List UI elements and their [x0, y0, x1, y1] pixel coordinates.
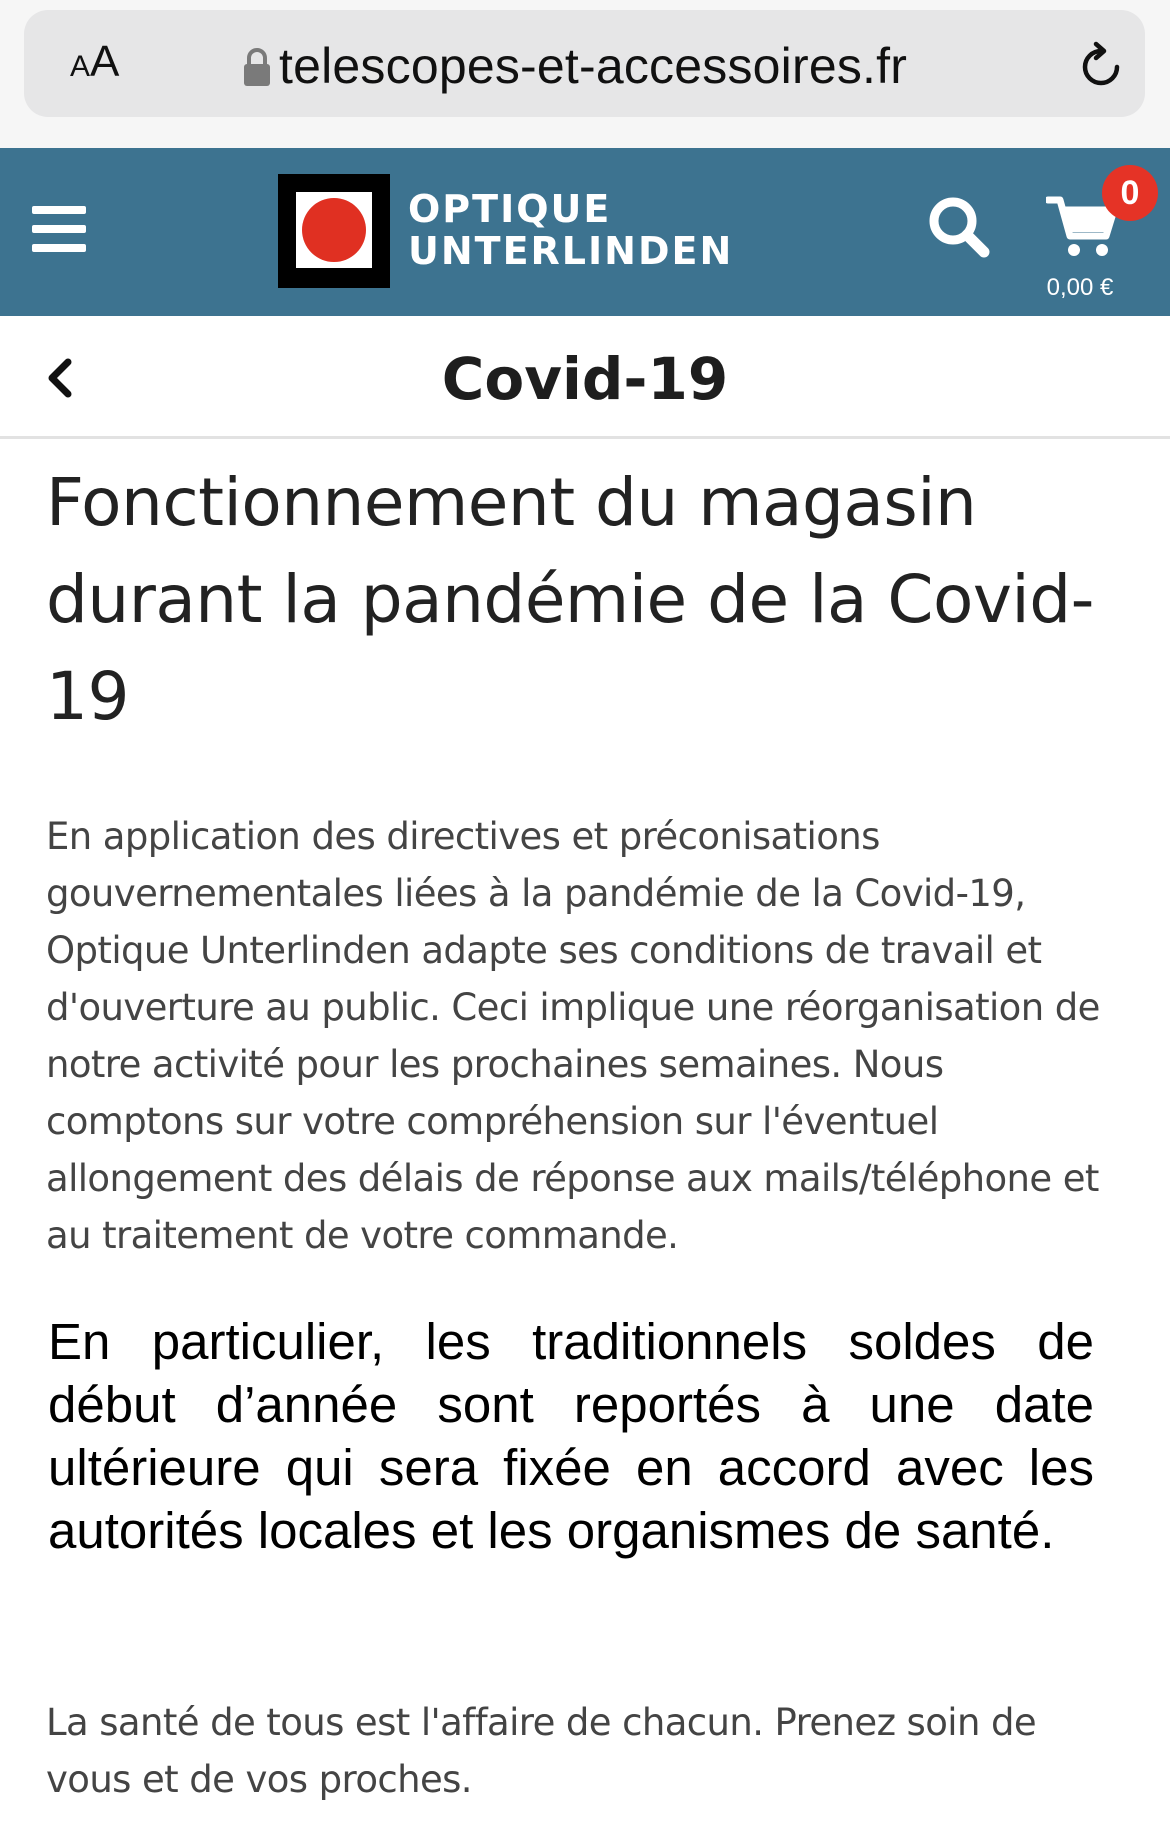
logo-line-1: OPTIQUE	[408, 187, 612, 231]
page-title: Covid-19	[441, 345, 729, 413]
text-size-small-glyph: A	[70, 50, 91, 83]
hamburger-icon[interactable]	[32, 206, 86, 252]
highlight-paragraph: En particulier, les traditionnels soldes de début d’année sont reportés à une date ultérieure qui sera fixée en accord avec les autorités locales et les organismes de santé.	[48, 1313, 1094, 1559]
intro-paragraph: En application des directives et préconisations gouvernementales liées à la pandémie de la Covid-19, Optique Unterlinden adapte ses conditions de travail et d'ouverture au public. Ceci implique une réorganisation de notre activité pour les prochaines semaines. Nous comptons sur votre compréhension sur l'éventuel allongement des délais de réponse aux mails/téléphone et au traitement de votre commande.	[46, 815, 1100, 1257]
reload-icon[interactable]	[1074, 40, 1128, 94]
cart-total[interactable]: 0,00 €	[1046, 274, 1114, 301]
url-text[interactable]: telescopes-et-accessoires.fr	[279, 38, 908, 94]
closing-paragraph: La santé de tous est l'affaire de chacun. Prenez soin de vous et de vos proches.	[46, 1701, 1037, 1801]
article-content	[46, 454, 1126, 1801]
logo-mark	[278, 174, 390, 288]
text-size-button[interactable]	[70, 32, 119, 92]
browser-toolbar	[0, 0, 1170, 148]
article-heading: Fonctionnement du magasin durant la pandémie de la Covid-19	[46, 464, 1094, 735]
logo-text	[408, 188, 748, 272]
page-title-bar	[0, 316, 1170, 439]
site-header	[0, 148, 1170, 316]
text-size-large-glyph: A	[90, 37, 120, 86]
logo-line-2: UNTERLINDEN	[408, 229, 734, 273]
lock-icon	[242, 46, 272, 88]
cart-count-badge[interactable]: 0	[1102, 165, 1158, 221]
address-bar[interactable]	[24, 10, 1145, 117]
search-icon[interactable]	[926, 194, 992, 260]
